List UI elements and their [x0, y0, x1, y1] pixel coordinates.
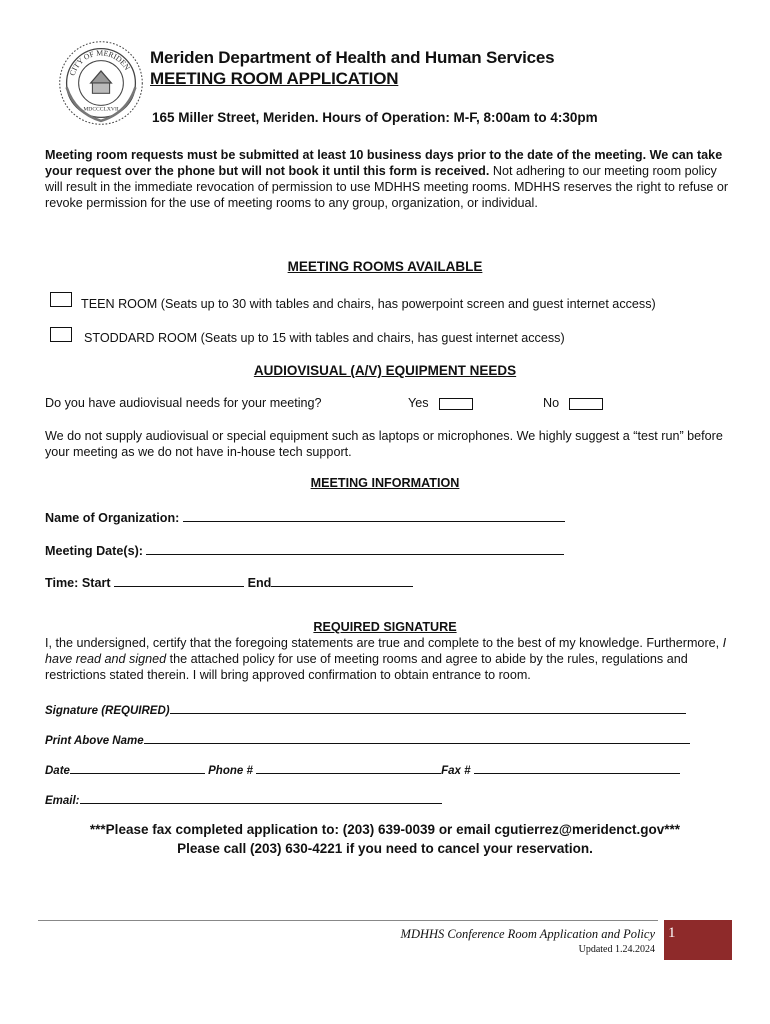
meeting-date-field [45, 542, 564, 558]
signature-field [45, 702, 686, 717]
teen-room-label: TEEN ROOM (Seats up to 30 with tables and chairs, has powerpoint screen and guest internet access) [81, 297, 656, 311]
time-start-input-line[interactable] [114, 574, 244, 587]
phone-label: Phone # [208, 765, 253, 777]
signature-label: Signature (REQUIRED) [45, 705, 170, 717]
form-title: MEETING ROOM APPLICATION [150, 69, 399, 88]
email-label: Email: [45, 795, 80, 807]
fax-label: Fax # [441, 765, 471, 777]
date-label: Date [45, 765, 70, 777]
city-seal-logo [58, 40, 144, 126]
av-yes-checkbox[interactable] [439, 398, 473, 410]
intro-bold-2: We can take your request over the phone but will not book it until this form is received. [45, 148, 723, 178]
organization-label: Name of Organization: [45, 511, 180, 525]
certification-paragraph [45, 635, 735, 683]
cancel-instruction: Please call (203) 630-4221 if you need to cancel your reservation. [177, 841, 593, 856]
email-input-line[interactable] [80, 792, 442, 804]
fax-input-line[interactable] [474, 762, 680, 774]
organization-field [45, 509, 565, 525]
contact-instructions [0, 820, 770, 858]
page-number: 1 [668, 925, 676, 941]
signature-input-line[interactable] [170, 702, 686, 714]
teen-room-checkbox[interactable] [50, 292, 72, 307]
av-note: We do not supply audiovisual or special equipment such as laptops or microphones. We highly suggest a “test run” before your meeting as we do not have in-house tech support. [45, 429, 723, 459]
print-name-label: Print Above Name [45, 735, 144, 747]
page-title: Meriden Department of Health and Human Services [150, 48, 555, 67]
intro-paragraph [45, 147, 735, 211]
print-name-field [45, 732, 690, 747]
certification-text-end: the attached policy for use of meeting rooms and agree to abide by the rules, regulations and restrictions stated therein. I will bring approved confirmation to obtain entrance to room. [45, 652, 688, 682]
signature-heading: REQUIRED SIGNATURE [313, 620, 457, 634]
meeting-info-heading: MEETING INFORMATION [310, 476, 460, 490]
date-phone-fax-field [45, 762, 680, 777]
address-hours: 165 Miller Street, Meriden. Hours of Operation: M-F, 8:00am to 4:30pm [152, 110, 598, 125]
rooms-heading: MEETING ROOMS AVAILABLE [287, 259, 483, 274]
time-start-label: Time: Start [45, 576, 111, 590]
time-field [45, 574, 413, 590]
phone-input-line[interactable] [256, 762, 441, 774]
time-end-label: End [247, 576, 272, 590]
intro-bold-1: Meeting room requests must be submitted at least 10 business days prior to the date of the meeting. [45, 148, 647, 162]
date-input-line[interactable] [70, 762, 205, 774]
time-end-input-line[interactable] [271, 574, 413, 587]
stoddard-room-checkbox[interactable] [50, 327, 72, 342]
seal-text-bottom: MDCCCLXVII [83, 106, 119, 113]
print-name-input-line[interactable] [144, 732, 690, 744]
footer-updated-date: Updated 1.24.2024 [578, 944, 655, 955]
footer-doc-title: MDHHS Conference Room Application and Policy [400, 927, 655, 941]
av-question: Do you have audiovisual needs for your meeting? [45, 396, 322, 410]
intro-text: Not adhering to our meeting room policy will result in the immediate revocation of permission to use MDHHS meeting rooms. MDHHS reserves the right to refuse or revoke permission for the use of meeting rooms to any group, organization, or individual. [45, 164, 729, 210]
stoddard-room-label: STODDARD ROOM (Seats up to 15 with tables and chairs, has guest internet access) [84, 331, 565, 345]
certification-text-start: I, the undersigned, certify that the foregoing statements are true and complete to the best of my knowledge. Furthermore, [45, 636, 723, 650]
organization-input-line[interactable] [183, 509, 565, 522]
meeting-date-input-line[interactable] [146, 542, 564, 555]
av-no-option [543, 396, 603, 410]
av-no-checkbox[interactable] [569, 398, 603, 410]
av-no-label: No [543, 396, 560, 410]
fax-email-instruction: ***Please fax completed application to: (203) 639-0039 or email cgutierrez@meridenct.gov*** [89, 822, 681, 837]
av-yes-option [408, 396, 473, 410]
av-heading: AUDIOVISUAL (A/V) EQUIPMENT NEEDS [253, 363, 517, 378]
av-yes-label: Yes [408, 396, 429, 410]
footer-divider [38, 920, 658, 921]
seal-text-top: CITY OF MERIDEN [67, 48, 132, 77]
meeting-date-label: Meeting Date(s): [45, 544, 143, 558]
email-field [45, 792, 442, 807]
certification-text-italic: I have read and signed [45, 636, 727, 666]
